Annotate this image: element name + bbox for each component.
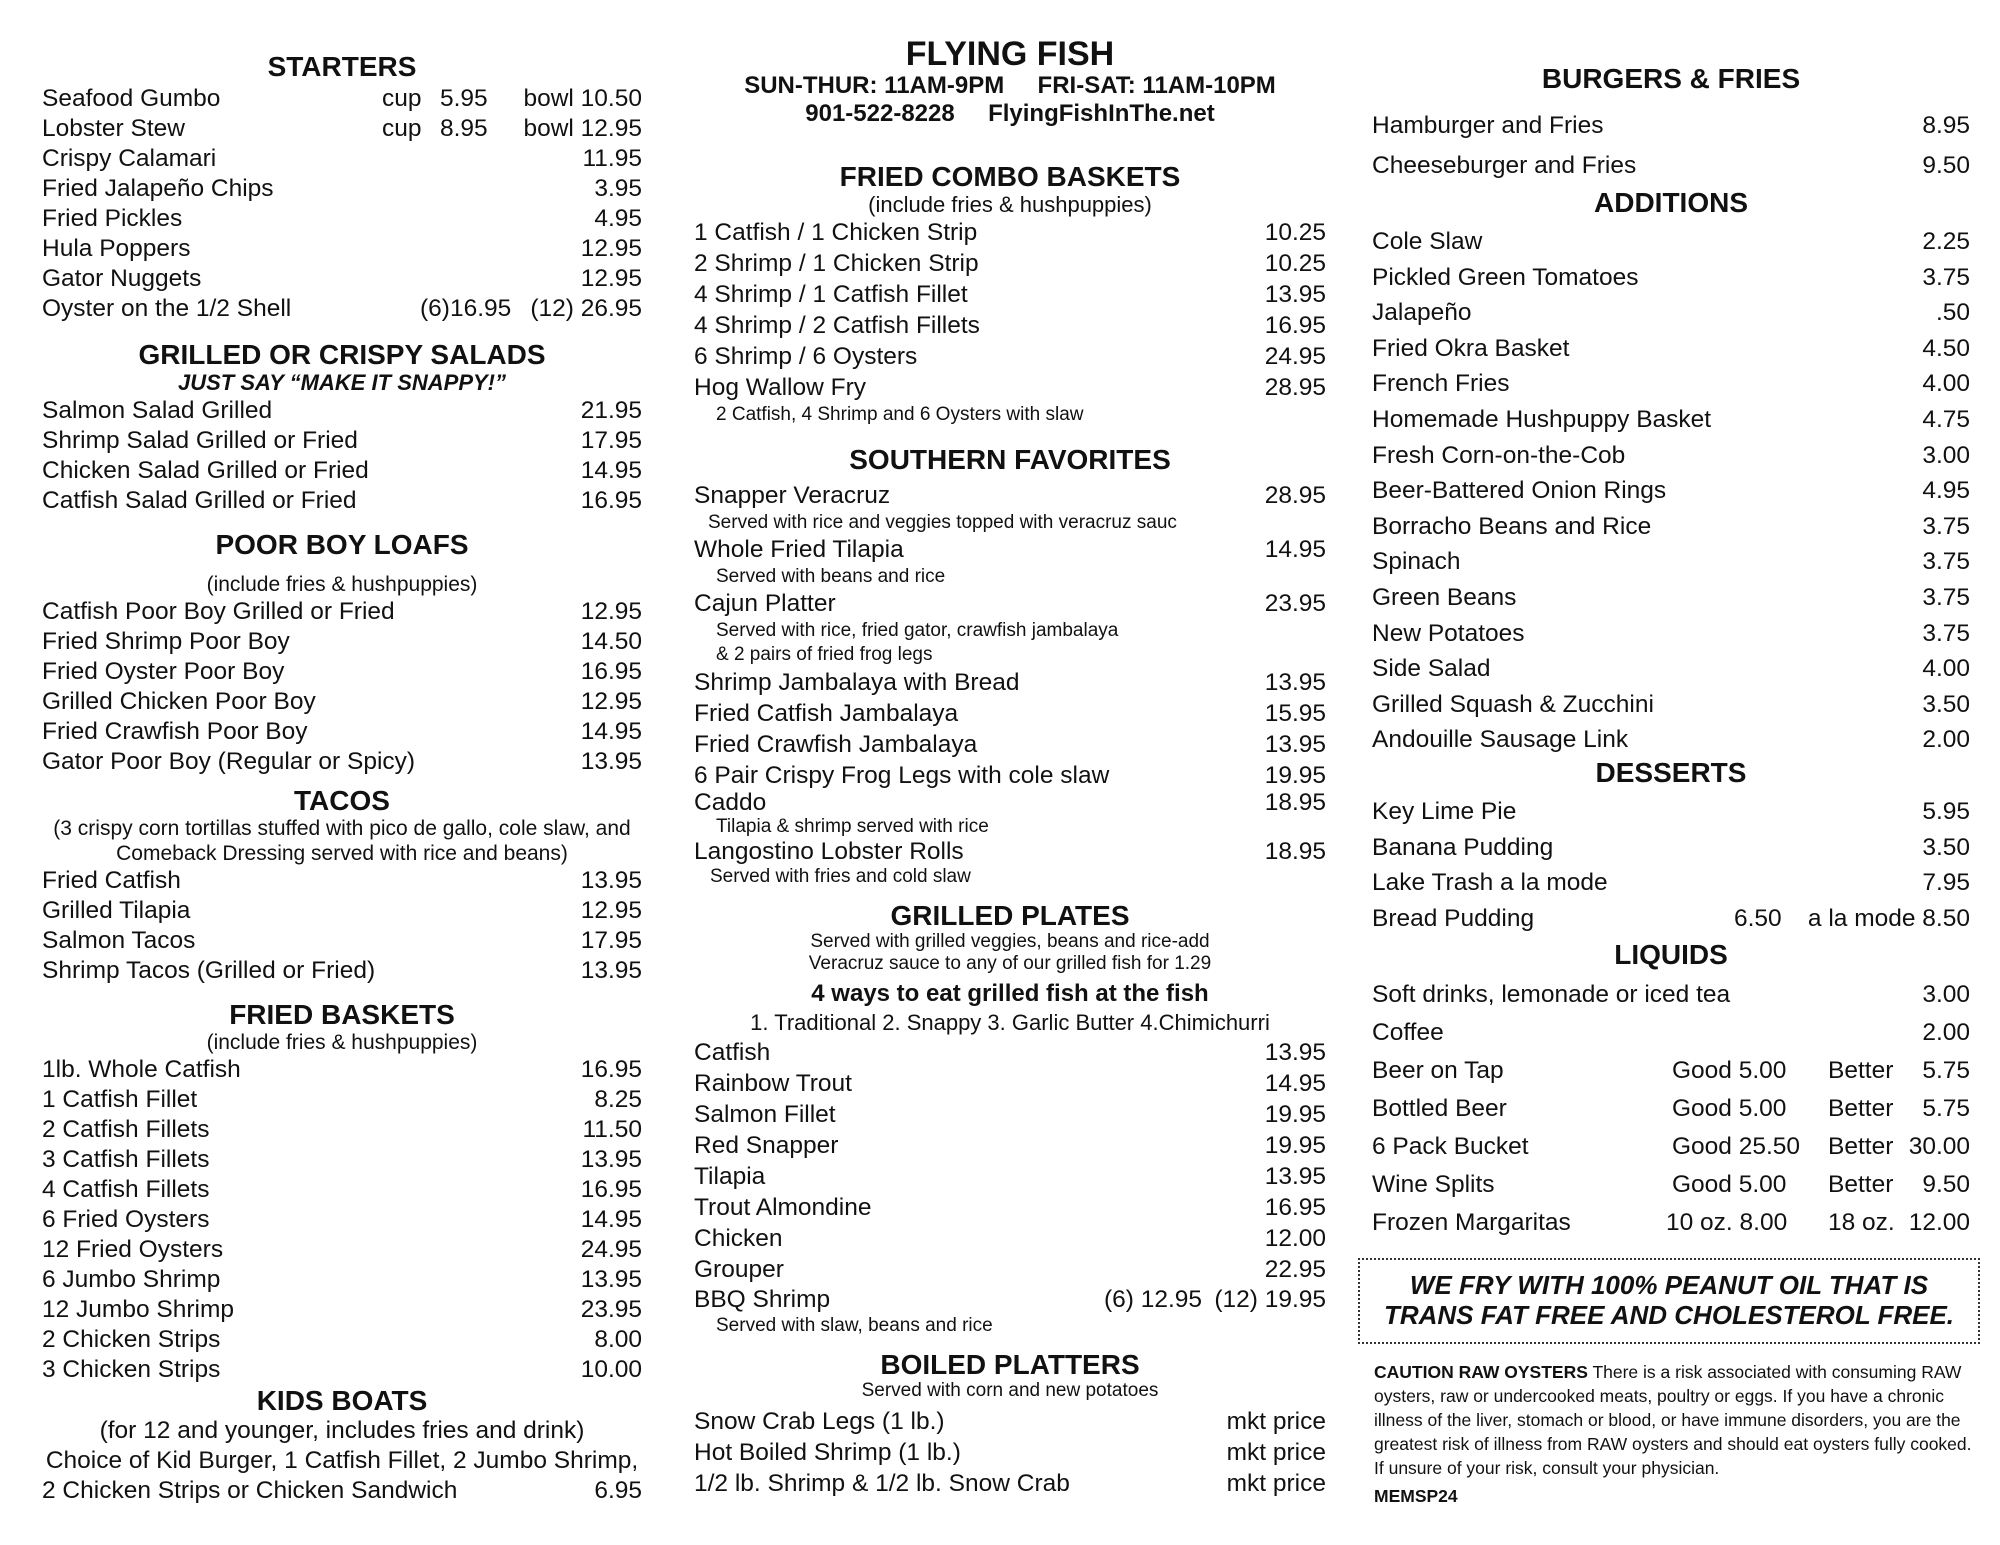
menu-item: Chicken 12.00 — [694, 1225, 1326, 1252]
liquids-heading: LIQUIDS — [1614, 939, 1728, 970]
menu-item: Gator Nuggets 12.95 — [42, 265, 642, 292]
grilled-note-1: Served with grilled veggies, beans and rice-add — [810, 931, 1210, 952]
combo-section — [694, 162, 1326, 427]
item-description: Served with fries and cold slaw — [710, 866, 971, 887]
southern-heading: SOUTHERN FAVORITES — [849, 444, 1171, 475]
menu-item: Cheeseburger and Fries 9.50 — [1372, 152, 1970, 179]
menu-item: Beer on Tap Good 5.00 Better 5.75 — [1372, 1057, 1970, 1084]
menu-item: Frozen Margaritas 10 oz. 8.00 18 oz. 12.00 — [1372, 1209, 1970, 1236]
ways-list: 1. Traditional 2. Snappy 3. Garlic Butter 4.Chimichurri — [750, 1010, 1270, 1035]
item-description: Served with rice, fried gator, crawfish jambalaya — [716, 620, 1119, 641]
tacos-heading: TACOS — [294, 785, 390, 816]
kids-section — [42, 1386, 642, 1506]
boiled-section — [694, 1350, 1326, 1499]
tacos-section — [42, 786, 642, 986]
menu-item: Shrimp Tacos (Grilled or Fried) 13.95 — [42, 957, 642, 984]
menu-item: Key Lime Pie 5.95 — [1372, 798, 1970, 825]
menu-item: Fried Jalapeño Chips 3.95 — [42, 175, 642, 202]
menu-item: Caddo 18.95 — [694, 789, 1326, 816]
header — [694, 36, 1326, 128]
menu-item: 4 Shrimp / 2 Catfish Fillets 16.95 — [694, 312, 1326, 339]
menu-item: Fried Catfish Jambalaya 15.95 — [694, 700, 1326, 727]
menu-item: 2 Catfish Fillets 11.50 — [42, 1116, 642, 1143]
menu-item: Lobster Stew cup 8.95 bowl 12.95 — [42, 115, 642, 142]
boiled-note: Served with corn and new potatoes — [861, 1380, 1159, 1401]
menu-item: Fried Okra Basket 4.50 — [1372, 334, 1970, 362]
liquids-section — [1372, 940, 1970, 1242]
menu-item: Andouille Sausage Link 2.00 — [1372, 726, 1970, 754]
combo-note: (include fries & hushpuppies) — [868, 192, 1152, 217]
menu-item: 2 Shrimp / 1 Chicken Strip 10.25 — [694, 250, 1326, 277]
menu-item: Salmon Salad Grilled 21.95 — [42, 397, 642, 424]
menu-item: Cajun Platter 23.95 — [694, 590, 1326, 617]
menu-item: New Potatoes 3.75 — [1372, 619, 1970, 647]
menu-item: Chicken Salad Grilled or Fried 14.95 — [42, 457, 642, 484]
menu-item: Pickled Green Tomatoes 3.75 — [1372, 263, 1970, 291]
menu-item: 6 Pair Crispy Frog Legs with cole slaw 19.95 — [694, 762, 1326, 789]
menu-item: Cole Slaw 2.25 — [1372, 228, 1970, 255]
menu-item: Jalapeño .50 — [1372, 299, 1970, 327]
menu-item: Fried Shrimp Poor Boy 14.50 — [42, 628, 642, 655]
menu-item: Catfish Poor Boy Grilled or Fried 12.95 — [42, 598, 642, 625]
menu-item: Lake Trash a la mode 7.95 — [1372, 869, 1970, 896]
menu-item: Fried Oyster Poor Boy 16.95 — [42, 658, 642, 685]
menu-item: Grilled Tilapia 12.95 — [42, 897, 642, 924]
boiled-heading: BOILED PLATTERS — [880, 1349, 1140, 1380]
poorboy-note: (include fries & hushpuppies) — [206, 573, 478, 596]
menu-item: Fried Crawfish Poor Boy 14.95 — [42, 718, 642, 745]
tacos-note-1: (3 crispy corn tortillas stuffed with pico de gallo, cole slaw, and — [53, 817, 631, 840]
poorboy-heading: POOR BOY LOAFS — [215, 529, 469, 560]
menu-item: Oyster on the 1/2 Shell (6)16.95 (12) 26.95 — [42, 295, 642, 322]
menu-item: Spinach 3.75 — [1372, 548, 1970, 576]
menu-item: Trout Almondine 16.95 — [694, 1194, 1326, 1221]
notice-line-1: WE FRY WITH 100% PEANUT OIL THAT IS — [1409, 1270, 1929, 1300]
menu-item: Soft drinks, lemonade or iced tea 3.00 — [1372, 981, 1970, 1008]
kids-line-1: (for 12 and younger, includes fries and drink) — [99, 1417, 585, 1444]
caution-text: There is a risk associated with consuming RAW oysters, raw or undercooked meats, poultry or eggs. If you have a chronic illness of the liver, stomach or blood, or have immune disorders, you are the greatest risk of illness from RAW oysters and should eat oysters fully cooked. If unsure of your risk, consult your physician. — [1374, 1362, 1972, 1478]
burgers-heading: BURGERS & FRIES — [1541, 63, 1801, 94]
grilled-heading: GRILLED PLATES — [890, 900, 1130, 931]
menu-item: Grilled Chicken Poor Boy 12.95 — [42, 688, 642, 715]
ways-heading: 4 ways to eat grilled fish at the fish — [811, 980, 1209, 1007]
menu-item: Grouper 22.95 — [694, 1256, 1326, 1283]
burgers-section — [1372, 64, 1970, 186]
menu-item: 3 Chicken Strips 10.00 — [42, 1356, 642, 1383]
salads-heading: GRILLED OR CRISPY SALADS — [138, 339, 546, 370]
menu-item: BBQ Shrimp (6) 12.95 (12) 19.95 — [694, 1286, 1326, 1313]
menu-item: Crispy Calamari 11.95 — [42, 145, 642, 172]
menu-item: Tilapia 13.95 — [694, 1163, 1326, 1190]
menu-item: Hot Boiled Shrimp (1 lb.) mkt price — [694, 1439, 1326, 1466]
combo-heading: FRIED COMBO BASKETS — [839, 161, 1181, 192]
menu-item: Banana Pudding 3.50 — [1372, 833, 1970, 861]
item-description: Served with rice and veggies topped with veracruz sauc — [708, 512, 1177, 533]
menu-item: Shrimp Jambalaya with Bread 13.95 — [694, 669, 1326, 696]
menu-item: Whole Fried Tilapia 14.95 — [694, 536, 1326, 563]
kids-line-2: Choice of Kid Burger, 1 Catfish Fillet, 2 Jumbo Shrimp, — [45, 1447, 639, 1474]
fried-baskets-note: (include fries & hushpuppies) — [206, 1031, 478, 1054]
menu-item: Hamburger and Fries 8.95 — [1372, 112, 1970, 139]
grilled-note-2: Veracruz sauce to any of our grilled fish for 1.29 — [808, 953, 1212, 974]
menu-item: Snow Crab Legs (1 lb.) mkt price — [694, 1408, 1326, 1435]
kids-heading: KIDS BOATS — [256, 1385, 428, 1416]
menu-item: 12 Jumbo Shrimp 23.95 — [42, 1296, 642, 1323]
item-description: & 2 pairs of fried frog legs — [716, 644, 933, 665]
desserts-section — [1372, 758, 1970, 936]
salads-tagline: JUST SAY “MAKE IT SNAPPY!” — [177, 370, 506, 395]
peanut-oil-notice — [1358, 1258, 1980, 1344]
menu-item: 4 Catfish Fillets 16.95 — [42, 1176, 642, 1203]
menu-item: Fresh Corn-on-the-Cob 3.00 — [1372, 441, 1970, 469]
salads-section — [42, 340, 642, 516]
starters-heading: STARTERS — [267, 51, 417, 82]
menu-item: Hog Wallow Fry 28.95 — [694, 374, 1326, 401]
menu-item: Rainbow Trout 14.95 — [694, 1070, 1326, 1097]
menu-item: French Fries 4.00 — [1372, 370, 1970, 398]
menu-item: 12 Fried Oysters 24.95 — [42, 1236, 642, 1263]
menu-item: Coffee 2.00 — [1372, 1019, 1970, 1046]
menu-item: Salmon Tacos 17.95 — [42, 927, 642, 954]
menu-item: 1/2 lb. Shrimp & 1/2 lb. Snow Crab mkt price — [694, 1470, 1326, 1497]
menu-item: 1 Catfish / 1 Chicken Strip 10.25 — [694, 219, 1326, 246]
menu-item: Grilled Squash & Zucchini 3.50 — [1372, 690, 1970, 718]
notice-line-2: TRANS FAT FREE AND CHOLESTEROL FREE. — [1383, 1300, 1955, 1330]
poorboy-section — [42, 530, 642, 777]
fried-baskets-section — [42, 1000, 642, 1385]
menu-item: Fried Pickles 4.95 — [42, 205, 642, 232]
desserts-heading: DESSERTS — [1595, 757, 1747, 788]
menu-item: Beer-Battered Onion Rings 4.95 — [1372, 477, 1970, 505]
menu-item: 6 Jumbo Shrimp 13.95 — [42, 1266, 642, 1293]
menu-item: Red Snapper 19.95 — [694, 1132, 1326, 1159]
contact: 901-522-8228 FlyingFishInThe.net — [805, 100, 1215, 127]
menu-item: Fried Crawfish Jambalaya 13.95 — [694, 731, 1326, 758]
menu-item: Catfish Salad Grilled or Fried 16.95 — [42, 487, 642, 514]
menu-item: Bottled Beer Good 5.00 Better 5.75 — [1372, 1095, 1970, 1122]
menu-item: Shrimp Salad Grilled or Fried 17.95 — [42, 427, 642, 454]
item-description: Tilapia & shrimp served with rice — [716, 816, 989, 837]
menu-item: Fried Catfish 13.95 — [42, 867, 642, 894]
hours: SUN-THUR: 11AM-9PM FRI-SAT: 11AM-10PM — [744, 72, 1276, 99]
menu-item: Homemade Hushpuppy Basket 4.75 — [1372, 405, 1970, 433]
item-description: Served with slaw, beans and rice — [716, 1315, 993, 1336]
caution-label: CAUTION RAW OYSTERS — [1374, 1362, 1588, 1382]
tacos-note-2: Comeback Dressing served with rice and beans) — [116, 842, 568, 865]
starters-section — [42, 52, 642, 324]
menu-item: Side Salad 4.00 — [1372, 655, 1970, 683]
menu-item: Bread Pudding 6.50 a la mode 8.50 — [1372, 904, 1970, 932]
menu-item: 2 Chicken Strips 8.00 — [42, 1326, 642, 1353]
menu-item: 4 Shrimp / 1 Catfish Fillet 13.95 — [694, 281, 1326, 308]
menu-item: Green Beans 3.75 — [1372, 583, 1970, 611]
menu-item: 1lb. Whole Catfish 16.95 — [42, 1056, 642, 1083]
caution-block — [1374, 1360, 1974, 1508]
menu-item: Catfish 13.95 — [694, 1039, 1326, 1066]
menu-item: Langostino Lobster Rolls 18.95 — [694, 838, 1326, 865]
item-description: 2 Catfish, 4 Shrimp and 6 Oysters with slaw — [716, 404, 1084, 425]
menu-item: Salmon Fillet 19.95 — [694, 1101, 1326, 1128]
menu-item: Hula Poppers 12.95 — [42, 235, 642, 262]
menu-item: Wine Splits Good 5.00 Better 9.50 — [1372, 1171, 1970, 1198]
southern-section — [694, 445, 1326, 889]
menu-item: 3 Catfish Fillets 13.95 — [42, 1146, 642, 1173]
additions-heading: ADDITIONS — [1594, 187, 1748, 218]
kids-line-3: 2 Chicken Strips or Chicken Sandwich 6.95 — [42, 1477, 642, 1504]
menu-item: Seafood Gumbo cup 5.95 bowl 10.50 — [42, 85, 642, 112]
menu-item: 6 Pack Bucket Good 25.50 Better 30.00 — [1372, 1133, 1970, 1160]
menu-item: 6 Fried Oysters 14.95 — [42, 1206, 642, 1233]
menu-item: 1 Catfish Fillet 8.25 — [42, 1086, 642, 1113]
restaurant-title: FLYING FISH — [905, 35, 1115, 73]
menu-item: Gator Poor Boy (Regular or Spicy) 13.95 — [42, 748, 642, 775]
item-description: Served with beans and rice — [716, 566, 946, 587]
menu-code: MEMSP24 — [1374, 1486, 1458, 1506]
fried-baskets-heading: FRIED BASKETS — [229, 999, 455, 1030]
additions-section — [1372, 188, 1970, 758]
grilled-section — [694, 901, 1326, 1338]
menu-item: Borracho Beans and Rice 3.75 — [1372, 512, 1970, 540]
menu-item: Snapper Veracruz 28.95 — [694, 482, 1326, 509]
menu-item: 6 Shrimp / 6 Oysters 24.95 — [694, 343, 1326, 370]
